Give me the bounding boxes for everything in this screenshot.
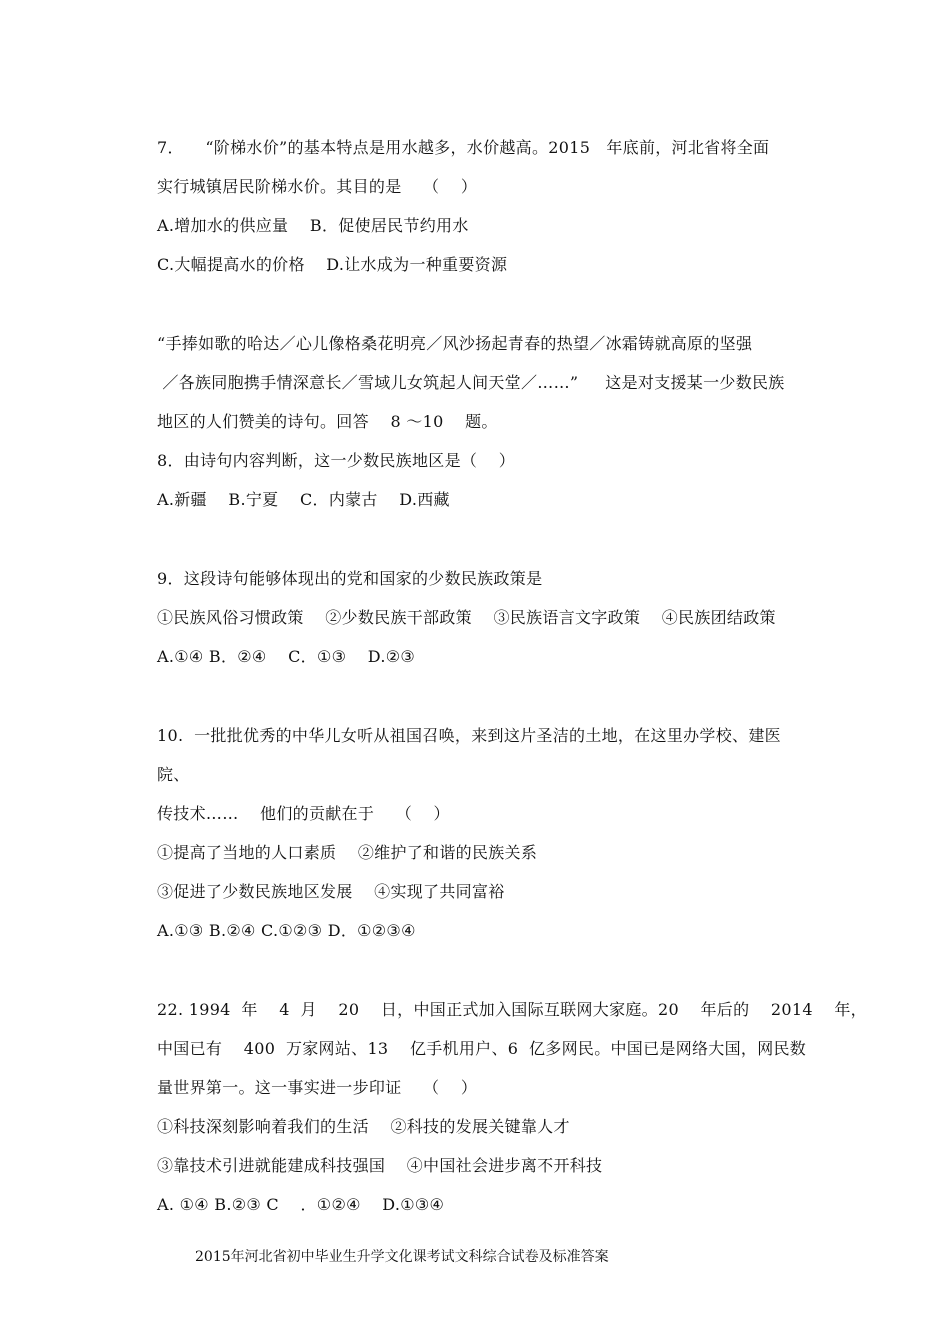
q8-stem: 8．由诗句内容判断，这一少数民族地区是（ ） — [157, 451, 516, 470]
q22-options: A. ①④ B.②③ C ．①②④ D.①③④ — [157, 1195, 445, 1214]
q10-items-1: ①提高了当地的人口素质 ②维护了和谐的民族关系 — [157, 843, 538, 862]
q10-items-2: ③促进了少数民族地区发展 ④实现了共同富裕 — [157, 882, 505, 901]
page-footer: 2015年河北省初中毕业生升学文化课考试文科综合试卷及标准答案 — [195, 1249, 609, 1265]
q10-options: A.①③ B.②④ C.①②③ D．①②③④ — [157, 921, 416, 940]
q9-options: A.①④ B．②④ C．①③ D.②③ — [157, 647, 416, 666]
q22-stem-line2: 中国已有 400 万家网站、13 亿手机用户、6 亿多网民。中国已是网络大国，网民数 — [157, 1039, 807, 1058]
q22-stem-line1: 22. 1994 年 4 月 20 日，中国正式加入国际互联网大家庭。20 年后的 2014 年， — [157, 1000, 867, 1019]
q9-stem: 9．这段诗句能够体现出的党和国家的少数民族政策是 — [157, 569, 543, 588]
q7-stem-line2: 实行城镇居民阶梯水价。其目的是 （ ） — [157, 177, 478, 196]
q8-options: A.新疆 B.宁夏 C．内蒙古 D.西藏 — [157, 490, 450, 509]
q22-stem-line3: 量世界第一。这一事实进一步印证 （ ） — [157, 1078, 478, 1097]
q7-stem-line1: 7． “阶梯水价”的基本特点是用水越多，水价越高。2015 年底前，河北省将全面 — [157, 138, 770, 157]
q7-options-ab: A.增加水的供应量 B．促使居民节约用水 — [157, 216, 469, 235]
poem-line1: “手捧如歌的哈达／心儿像格桑花明亮／风沙扬起青春的热望／冰霜铸就高原的坚强 — [157, 334, 753, 353]
q22-items-1: ①科技深刻影响着我们的生活 ②科技的发展关键靠人才 — [157, 1117, 570, 1136]
q10-stem-line2: 院、 — [157, 765, 190, 784]
q9-items: ①民族风俗习惯政策 ②少数民族干部政策 ③民族语言文字政策 ④民族团结政策 — [157, 608, 776, 627]
q7-options-cd: C.大幅提高水的价格 D.让水成为一种重要资源 — [157, 255, 508, 274]
q10-stem-line3: 传技术…… 他们的贡献在于 （ ） — [157, 804, 450, 823]
q22-items-2: ③靠技术引进就能建成科技强国 ④中国社会进步离不开科技 — [157, 1156, 603, 1175]
poem-line3: 地区的人们赞美的诗句。回答 8 ～10 题。 — [157, 412, 498, 431]
poem-line2: ／各族同胞携手情深意长／雪域儿女筑起人间天堂／……” 这是对支援某一少数民族 — [157, 373, 785, 392]
q10-stem-line1: 10. 一批批优秀的中华儿女听从祖国召唤，来到这片圣洁的土地，在这里办学校、建医 — [157, 726, 781, 745]
